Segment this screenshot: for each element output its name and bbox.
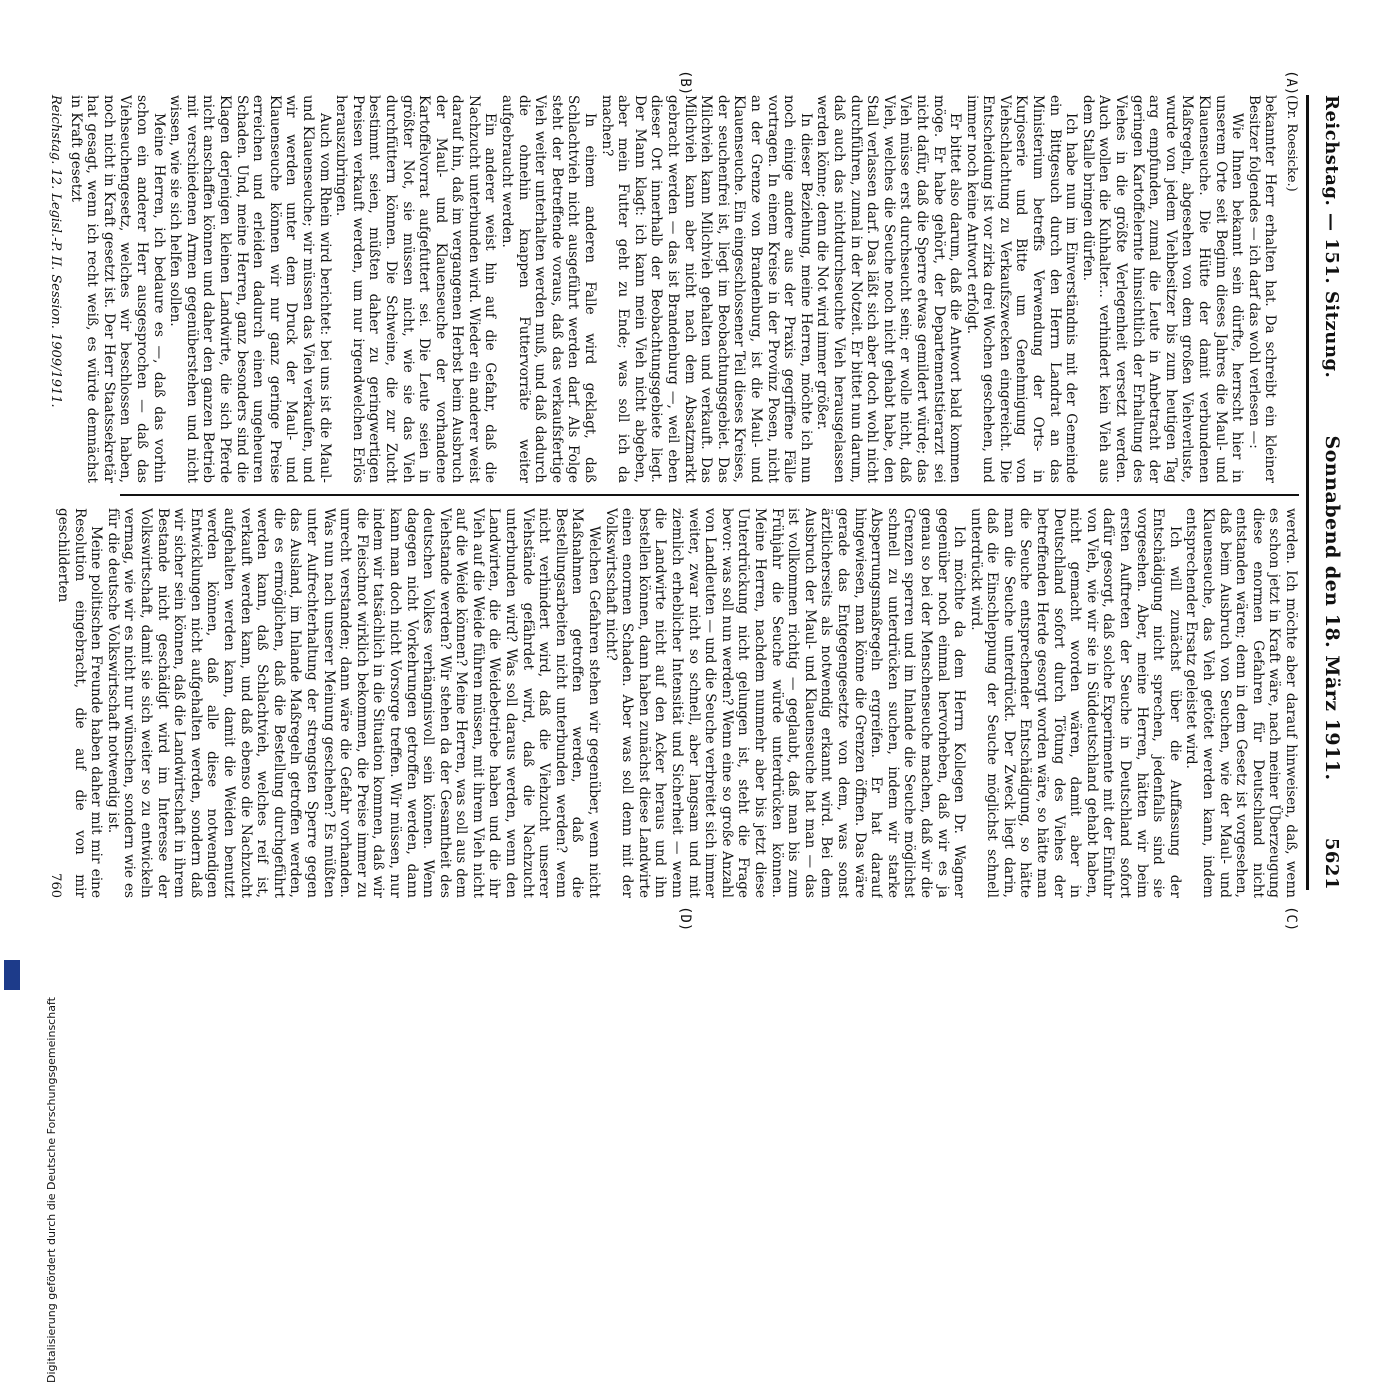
- left-column-paragraph: bekannter Herr erhalten hat. Da schreibt ein kleiner Besitzer folgendes — ich darf das wohl verlesen —:: [1245, 95, 1279, 483]
- right-column-paragraph: werden. Ich möchte aber darauf hinweisen, daß, wenn es schon jetzt in Kraft wäre, nach meiner Überzeugung diese enormen Gefahren für Deutschland nicht entstanden wären; denn in dem Gesetz ist vorgesehen, daß beim Ausbruch von Seuchen, wie der Maul- und Klauenseuche, das Vieh getötet werden kann, indem entsprechender Ersatz geleistet wird.: [1183, 508, 1299, 898]
- footer-page-number: 760: [48, 873, 63, 898]
- margin-marker-b: (B): [677, 70, 693, 96]
- right-column-paragraph: Welchen Gefahren stehen wir gegenüber, wenn nicht Maßnahmen getroffen werden, daß die Bestellungsarbeiten nicht unterbunden werden? wenn nicht verhindert wird, daß die Viehzucht unserer Viehstände gefährdet wird, daß die Nachzucht unterbunden wird? Was soll daraus werden, wenn den Landwirten, die die Weidebetriebe haben und die ihr Vieh auf die Weide führen müssen, mit ihrem Vieh nicht auf die Weide können? Meine Herren, was soll aus dem Viehstande werden? Wir stehen da der Gesamtheit des deutschen Volkes verhängnisvoll sein können. Wenn dagegen nicht Vorkehrungen getroffen werden, dann kann man doch nicht Vorsorge treffen. Wir müssen, nur indem wir tatsächlich in die Situation kommen, daß wir die Fleischnot wirklich bekommen, die Preise immer zu unrecht verstanden; dann wäre die Gefahr vorhanden. Was nun nach unserer Meinung geschehen? Es müßten unter Aufrechterhaltung der strengsten Sperre gegen das Ausland, im Inlande Maßregeln getroffen werden, die es ermöglichen, daß die Bestellung durchgeführt werden kann, daß Schlachtvieh, welches reif ist, verkauft werden kann, und daß ebenso die Nachzucht aufgehalten werden kann, damit die Weiden benutzt werden können, daß alle diese notwendigen Entwicklungen nicht aufgehalten werden, sondern daß wir sicher sein können, daß die Landwirtschaft in ihrem Bestande nicht geschädigt wird im Interesse der Volkswirtschaft, damit sie sich weiter so zu entwickeln vermag, wie wir es nicht nur wünschen, sondern wie es für die deutsche Volkswirtschaft notwendig ist.: [104, 508, 603, 898]
- header-left: Reichstag. — 151. Sitzung.: [1321, 95, 1342, 379]
- page-number: 5621: [1321, 837, 1342, 890]
- margin-marker-d: (D): [677, 906, 693, 932]
- right-column-paragraph: Ich möchte da dem Herrn Kollegen Dr. Wagner gegenüber noch einmal hervorheben, daß wir es ja genau so bei der Menschenseuche machen, daß wir die Grenzen sperren und im Inlande die Seuche möglichst schnell zu unterdrücken suchen, indem wir starke Absperrungsmaßregeln ergreifen. Er hat darauf hingewiesen, man könne die Grenzen öffnen. Das wäre gerade das Entgegengesetzte von dem, was sonst ärztlicherseits als notwendig erkannt wird. Bei dem Ausbruch der Maul- und Klauenseuche hat man — das ist vollkommen richtig — geglaubt, daß man bis zum Frühjahr die Seuche würde unterdrücken können. Meine Herren, nachdem nunmehr aber bis jetzt diese Unterdrückung nicht gelungen ist, steht die Frage bevor: was soll nun werden? Wenn eine so große Anzahl von Landleuten — und die Seuche verbreitet sich immer weiter, zwar nicht so schnell, aber langsam und mit ziemlich erheblicher Intensität und Sicherheit — wenn die Landwirte nicht auf den Acker heraus und ihn bestellen können, dann haben zunächst diese Landwirte einen enormen Schaden. Aber was soll denn mit der Volkswirtschaft nicht?: [602, 508, 968, 898]
- left-column-paragraph: In dieser Beziehung, meine Herren, möchte ich nun noch einige andere aus der Praxis gegriffene Fälle vortragen. In einem Kreise in der Provinz Posen, nicht an der Grenze von Brandenburg, ist die Maul- und Klauenseuche. Ein eingeschlossener Teil dieses Kreises, der seuchenfrei ist, liegt im Beobachtungsgebiet. Das Milchvieh kann Milchvieh gehalten und verkauft. Das Milchvieh kann aber nicht nach dem Absatzmarkt gebracht werden — das ist Brandenburg —, weil eben dieser Ort innerhalb der Beobachtungsgebiete liegt. Der Mann klagt: ich kann mein Vieh nicht abgeben, aber mein Futter geht zu Ende; was soll ich da machen?: [598, 95, 814, 483]
- margin-marker-c: (C): [1283, 906, 1299, 932]
- column-divider: [120, 494, 1299, 496]
- digitization-credit: Digitalisierung gefördert durch die Deutsche Forschungsgemeinschaft: [45, 997, 58, 1383]
- header-date: Sonnabend den 18. März 1911.: [1321, 435, 1343, 781]
- left-column-paragraph: Ein anderer weist hin auf die Gefahr, daß die Nachzucht unterbunden wird. Wieder ein anderer weist darauf hin, daß im vergangenen Herbst beim Ausbruch der Maul- und Klauenseuche der vorhandene Kartoffelvorrat aufgefuttert sei. Die Leute seien in größter Not, sie müssen nicht, wie sie das Vieh durchfüttern können. Die Schweine, die zur Zucht bestimmt seien, müßten daher zu geringwertigen Preisen verkauft werden, um nur irgendwelchen Erlös herauszubringen.: [333, 95, 499, 483]
- speaker-name: (Dr. Roesicke.): [1284, 95, 1299, 192]
- header-rule: [1306, 95, 1309, 890]
- page-header: [1313, 95, 1343, 890]
- dfg-logo: [4, 960, 20, 990]
- margin-marker-a: (A): [1283, 70, 1299, 96]
- right-column-paragraph: Meine politischen Freunde haben daher mit mir eine Resolution eingebracht, die auf die von mir geschilderten: [55, 508, 105, 898]
- left-column-paragraph: Wie Ihnen bekannt sein dürfte, herrscht hier in unserem Orte seit Beginn dieses Jahres die Maul- und Klauenseuche. Die Hütte der damit verbundenen Maßregeln, abgesehen von dem großen Viehverluste, wurde von jedem Viehbesitzer bis zum heutigen Tag arg empfunden, zumal die Leute in Anbetracht der geringen Kartoffelernte hinsichtlich der Erhaltung des Viehes in die größte Verlegenheit versetzt werden. Auch wollen die Kuhhalter... verhindert kein Vieh aus dem Stalle bringen dürfen.: [1079, 95, 1246, 483]
- left-column-paragraph: In einem anderen Falle wird geklagt, daß Schlachtvieh nicht ausgeführt werden darf. Als Folge steht der Betreffende voraus, daß das verkaufsfertige Vieh weiter unterhalten werden muß, und daß dadurch die ohnehin knappen Futtervorräte weiter aufgebraucht werden.: [499, 95, 599, 483]
- left-column-paragraph: Auch vom Rhein wird berichtet: bei uns ist die Maul- und Klauenseuche; wir müssen das Vieh verkaufen, und wir werden unter dem Druck der Maul- und Klauenseuche können wir nur ganz geringe Preise erreichen und erleiden dadurch einen ungeheuren Schaden. Und, meine Herren, ganz besonders sind die Klagen derjenigen kleinen Landwirte, die sich Pferde nicht anschaffen können und daher den ganzen Betrieb mit verschiedenen Armen gegenüberstehen und nicht wissen, wie sie sich helfen sollen.: [167, 95, 333, 483]
- right-column: [40, 508, 1299, 898]
- left-column-paragraph: Meine Herren, ich bedaure es —, daß das vorhin schon ein anderer Herr ausgesprochen — daß das Viehseuchengesetz, welches wir beschlossen haben, noch nicht in Kraft gesetzt ist. Der Herr Staatssekretär hat gesagt, wenn ich recht weiß, es würde demnächst in Kraft gesetzt: [67, 95, 167, 483]
- footer-session: Reichstag. 12. Legisl.-P. II. Session. 1909/1911.: [48, 95, 63, 408]
- left-column: [40, 95, 1299, 483]
- left-column-paragraph: Er bittet also darum, daß die Antwort bald kommen möge. Er habe gehört, der Departementstierarzt sei nicht dafür, daß die Sperre etwas gemildert würde; das Vieh müsse erst durchseucht sein; er wolle nicht, daß Vieh, welches die Seuche noch nicht gehabt habe, den Stall verlassen darf. Das läßt sich aber doch wohl nicht durchführen, zumal in der Notzeit. Er bittet nun darum, daß auch das nichtdurchseuchte Vieh herausgelassen werden könne; denn die Not wird immer größer.: [814, 95, 964, 483]
- right-column-paragraph: Ich will zunächst über die Auffassung der Entschädigung nicht sprechen, jedenfalls sind sie vorgesehen. Aber, meine Herren, hätten wir beim ersten Auftreten der Seuche in Deutschland sofort dafür gesorgt, daß solche Experimente mit der Einfuhr von Vieh, wie wir sie in Süddeutschland gehabt haben, nicht gemacht worden wären, damit aber in Deutschland sofort durch Tötung des Viehes der betreffenden Herde gesorgt worden wäre, so hätte man die Seuche entsprechender Entschädigung, so hätte man die Seuche unterdrückt. Der Zweck liegt darin, daß die Einschleppung der Seuche möglichst schnell unterdrückt wird.: [967, 508, 1183, 898]
- left-column-paragraph: Ich habe nun im Einverständnis mit der Gemeinde ein Bittgesuch durch den Herrn Landrat an das Ministerium betreffs Verwendung der Orts- in Kurjoserie und Bitte um Genehmigung von Viehschlachtung zu Verkaufszwecken eingereicht. Die Entscheidung ist vor zirka drei Wochen geschehen, und immer noch keine Antwort erfolgt.: [963, 95, 1080, 483]
